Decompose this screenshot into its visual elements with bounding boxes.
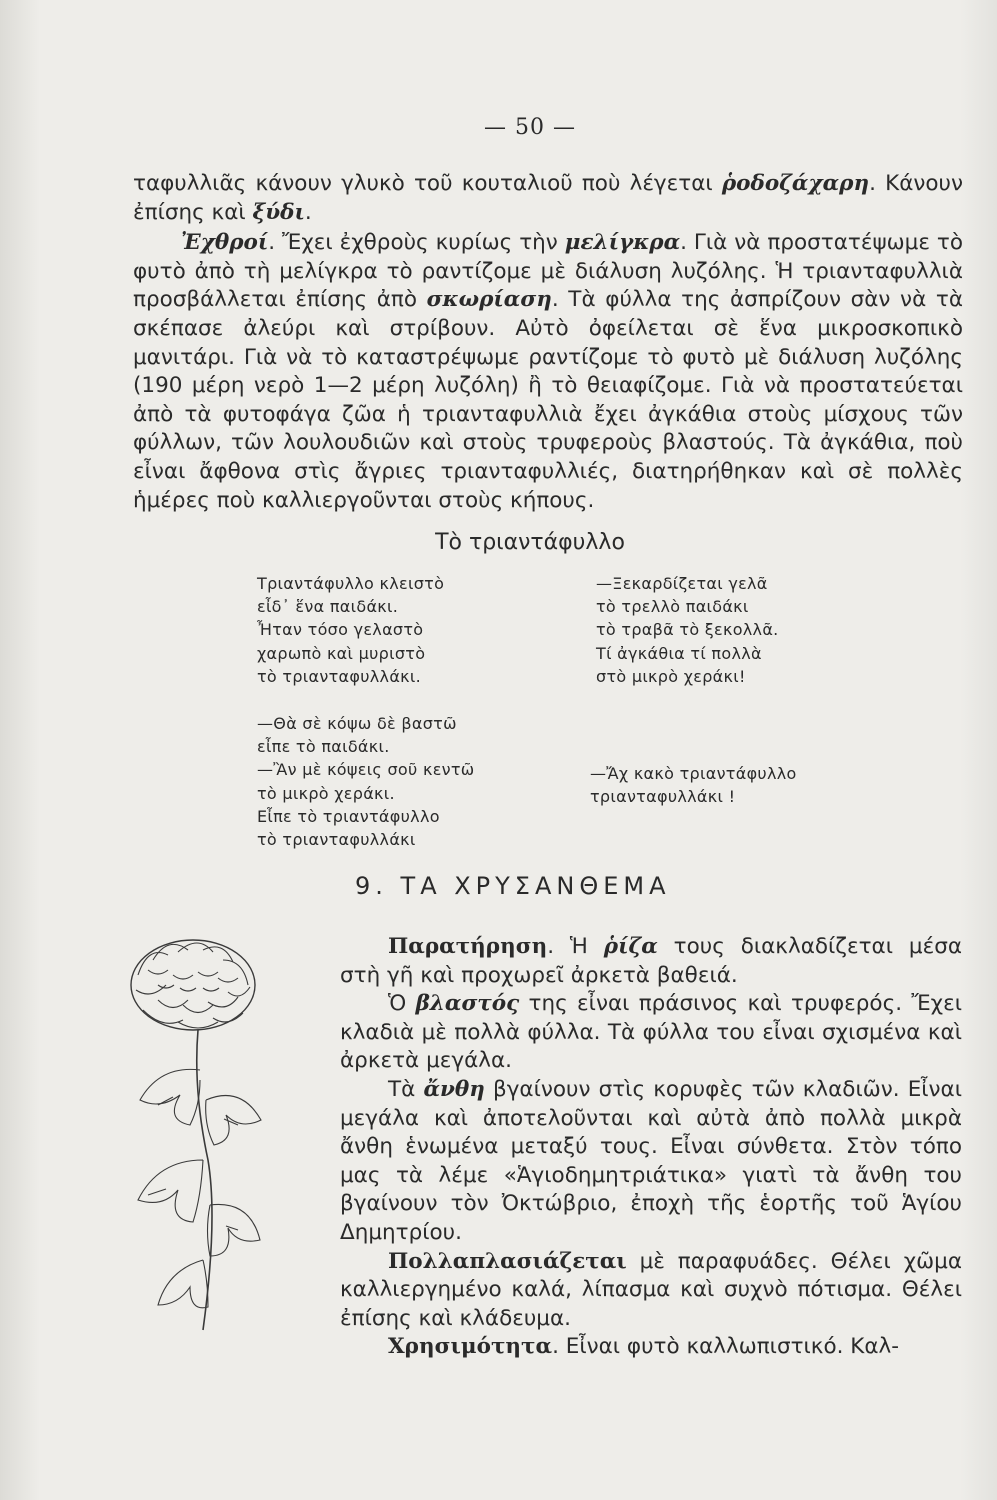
page-number: — 50 — [484, 115, 576, 140]
poem-line: τὸ τρελλὸ παιδάκι [596, 597, 749, 617]
term-anthi: ἄνθη [423, 1076, 485, 1102]
poem-line: χαρωπὸ καὶ μυριστὸ [257, 643, 426, 663]
chapter-title: 9. ΤΑ ΧΡΥΣΑΝΘΕΜΑ [355, 872, 671, 900]
usefulness-text: . Εἶναι φυτὸ καλλωπιστικό. Καλ- [552, 1334, 900, 1360]
observation-text-1: . Ἡ [547, 934, 604, 959]
poem-title: Τὸ τριαντάφυλλο [435, 530, 625, 555]
term-skoriasi: σκωρίαση [426, 287, 552, 313]
term-riza: ῥίζα [603, 934, 658, 959]
poem-line: τὸ τριανταφυλλάκι [257, 830, 416, 850]
poem-line: τριανταφυλλάκι ! [590, 787, 736, 807]
enemies-text-1: . Ἔχει ἐχθροὺς κυρίως τὴν [268, 230, 565, 256]
poem-stanza-3 [257, 712, 475, 851]
poem-line: —Ἄχ κακὸ τριαντάφυλλο [590, 764, 797, 783]
multiplication-text: μὲ παραφυάδες. Θέλει χῶμα καλλιεργημένο καλά, λίπασμα καὶ συχνὸ πότισμα. Θέλει ἐπίσης καὶ κλάδευμα. [340, 1248, 962, 1331]
term-xydi: ξύδι [252, 199, 305, 225]
poem-line: —Ἂν μὲ κόψεις σοῦ κεντῶ [257, 760, 475, 780]
enemies-text-2: . Γιὰ νὰ προστατέψωμε τὸ φυτὸ ἀπὸ τὴ μελίγκρα τὸ ραντίζομε μὲ διάλυση λυζόλης. Ἡ τριανταφυλλιὰ προσβάλλεται ἐπίσης ἀπὸ [133, 230, 963, 313]
poem-line: Τριαντάφυλλο κλειστὸ [257, 574, 445, 593]
flowers-text-2: βγαίνουν στὶς κορυφὲς τῶν κλαδιῶν. Εἶναι μεγάλα καὶ ἀποτελοῦνται καὶ αὐτὰ ἀπὸ πολλὰ μικρὰ ἄνθη ἑνωμένα μεταξύ τους. Εἶναι σύνθετα. Στὸν τόπο μας τὰ λέμε «Ἁγιοδημητριάτικα» γιατὶ τὰ ἄνθη του βγαίνουν τὸν Ὀκτώβριο, ἐποχὴ τῆς ἑορτῆς τοῦ Ἁγίου Δημητρίου. [340, 1076, 963, 1245]
flowers-text-1: Τὰ [388, 1076, 424, 1102]
observation-heading: Παρατήρηση [388, 934, 548, 959]
poem-line: —Ξεκαρδίζεται γελᾶ [596, 574, 768, 593]
poem-stanza-2 [596, 572, 779, 688]
enemies-heading: Ἐχθροί [181, 230, 269, 256]
usefulness-heading: Χρησιμότητα [388, 1334, 553, 1360]
stem-text-1: Ὁ [388, 991, 416, 1017]
term-rodozachari: ῥοδοζάχαρη [721, 171, 870, 196]
term-meligkra: μελίγκρα [564, 230, 681, 256]
multiplication-heading: Πολλαπλασιάζεται [388, 1248, 627, 1274]
poem-line: Εἶπε τὸ τριαντάφυλλο [257, 806, 440, 826]
term-vlastos: βλαστός [415, 991, 520, 1017]
poem-line: —Θὰ σὲ κόψω δὲ βαστῶ [257, 714, 457, 733]
poem-stanza-1 [257, 572, 444, 688]
poem-line: τὸ τριανταφυλλάκι. [257, 666, 422, 686]
chrysanthemum-text [340, 933, 962, 1362]
poem-line: εἶδ᾽ ἕνα παιδάκι. [257, 597, 399, 617]
enemies-text-3: . Τὰ φύλλα της ἀσπρίζουν σὰν νὰ τὰ σκέπασε ἀλεύρι καὶ στρίβουν. Αὐτὸ ὀφείλεται σὲ ἕνα μικροσκοπικὸ μανιτάρι. Γιὰ νὰ τὸ καταστρέψωμε ραντίζομε τὸ φυτὸ μὲ διάλυση λυζόλης (190 μέρη νερὸ 1—2 μέρη λυζόλη) ἢ τὸ θειαφίζομε. Γιὰ νὰ προστατεύεται ἀπὸ τὰ φυτοφάγα ζῶα ἡ τριανταφυλλιὰ ἔχει ἀγκάθια στοὺς μίσχους τῶν φύλλων, τῶν λουλουδιῶν καὶ στοὺς τρυφεροὺς βλαστούς. Τὰ ἀγκάθια, ποὺ εἶναι ἄφθονα στὶς ἄγριες τριανταφυλλιές, διατηρήθηκαν καὶ σὲ πολλὲς ἡμέρες ποὺ καλλιεργοῦνται στοὺς κήπους. [133, 287, 963, 513]
intro-text-1: ταφυλλιᾶς κάνουν γλυκὸ τοῦ κουταλιοῦ ποὺ λέγεται [133, 171, 722, 196]
poem-stanza-4 [590, 762, 797, 808]
poem-line: εἶπε τὸ παιδάκι. [257, 737, 390, 757]
poem-line: Τί ἀγκάθια τί πολλὰ [596, 643, 762, 663]
observation-text-2: τους διακλαδίζεται μέσα στὴ γῆ καὶ προχωρεῖ ἀρκετὰ βαθειά. [340, 934, 962, 988]
intro-paragraph [133, 170, 963, 515]
poem-line: τὸ τραβᾶ τὸ ξεκολλᾶ. [596, 620, 779, 640]
intro-text-2: . Κάνουν ἐπίσης καὶ [133, 171, 963, 225]
chrysanthemum-illustration [118, 930, 268, 1350]
poem-line: Ἦταν τόσο γελαστὸ [257, 620, 424, 640]
stem-text-2: της εἶναι πράσινος καὶ τρυφερός. Ἔχει κλαδιὰ μὲ πολλὰ φύλλα. Τὰ φύλλα του εἶναι σχισμένα καὶ ἀρκετὰ μεγάλα. [340, 991, 962, 1074]
poem-line: τὸ μικρὸ χεράκι. [257, 783, 395, 803]
poem-line: στὸ μικρὸ χεράκι! [596, 666, 746, 686]
intro-text-3: . [304, 199, 312, 225]
